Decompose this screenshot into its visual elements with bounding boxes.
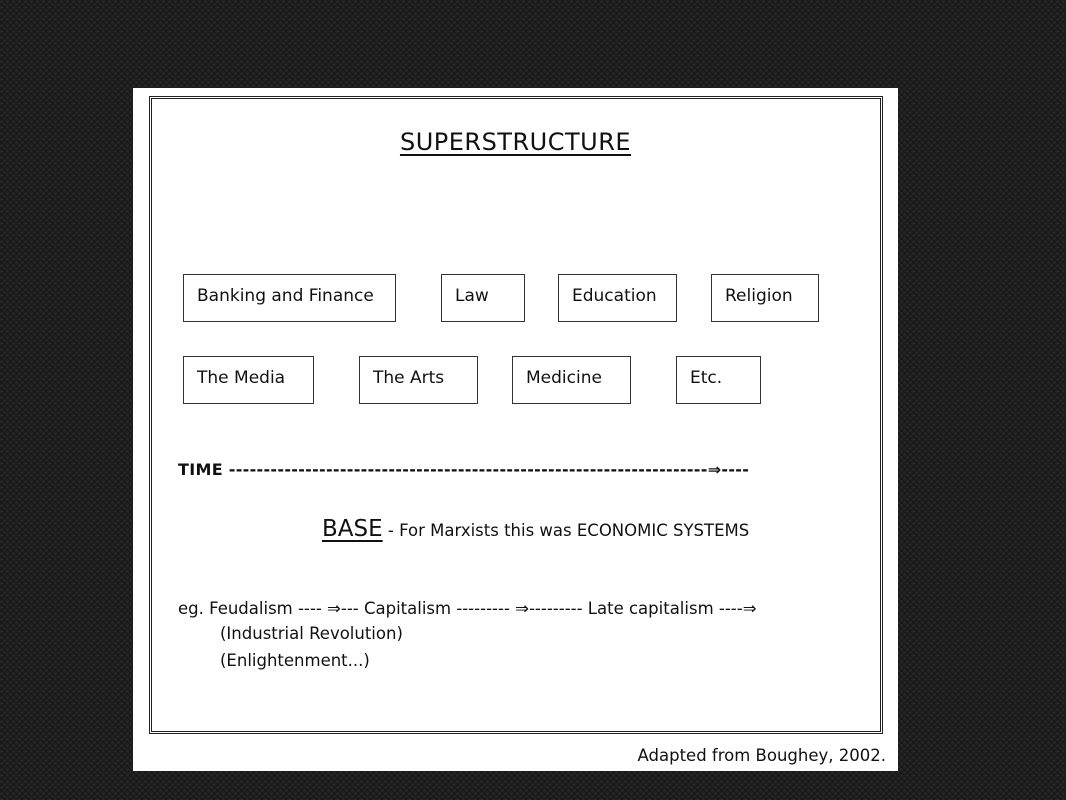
note-industrial-revolution: (Industrial Revolution) <box>220 624 403 643</box>
example-progression: eg. Feudalism ---- ⇒--- Capitalism --------- ⇒--------- Late capitalism ----⇒ <box>178 599 757 618</box>
box-the-arts: The Arts <box>359 356 478 404</box>
source-credit: Adapted from Boughey, 2002. <box>637 746 886 765</box>
base-description: - For Marxists this was ECONOMIC SYSTEMS <box>382 521 750 540</box>
time-arrow-line: TIME ---------------------------------------------------------------------⇒---- <box>178 460 750 479</box>
box-banking-and-finance: Banking and Finance <box>183 274 396 322</box>
box-medicine: Medicine <box>512 356 631 404</box>
box-religion: Religion <box>711 274 819 322</box>
base-heading <box>322 516 749 542</box>
box-law: Law <box>441 274 525 322</box>
slide <box>133 88 898 771</box>
box-etc: Etc. <box>676 356 761 404</box>
note-enlightenment: (Enlightenment...) <box>220 651 370 670</box>
base-word: BASE <box>322 516 383 542</box>
diagram-title: SUPERSTRUCTURE <box>399 128 632 156</box>
box-education: Education <box>558 274 677 322</box>
box-the-media: The Media <box>183 356 314 404</box>
